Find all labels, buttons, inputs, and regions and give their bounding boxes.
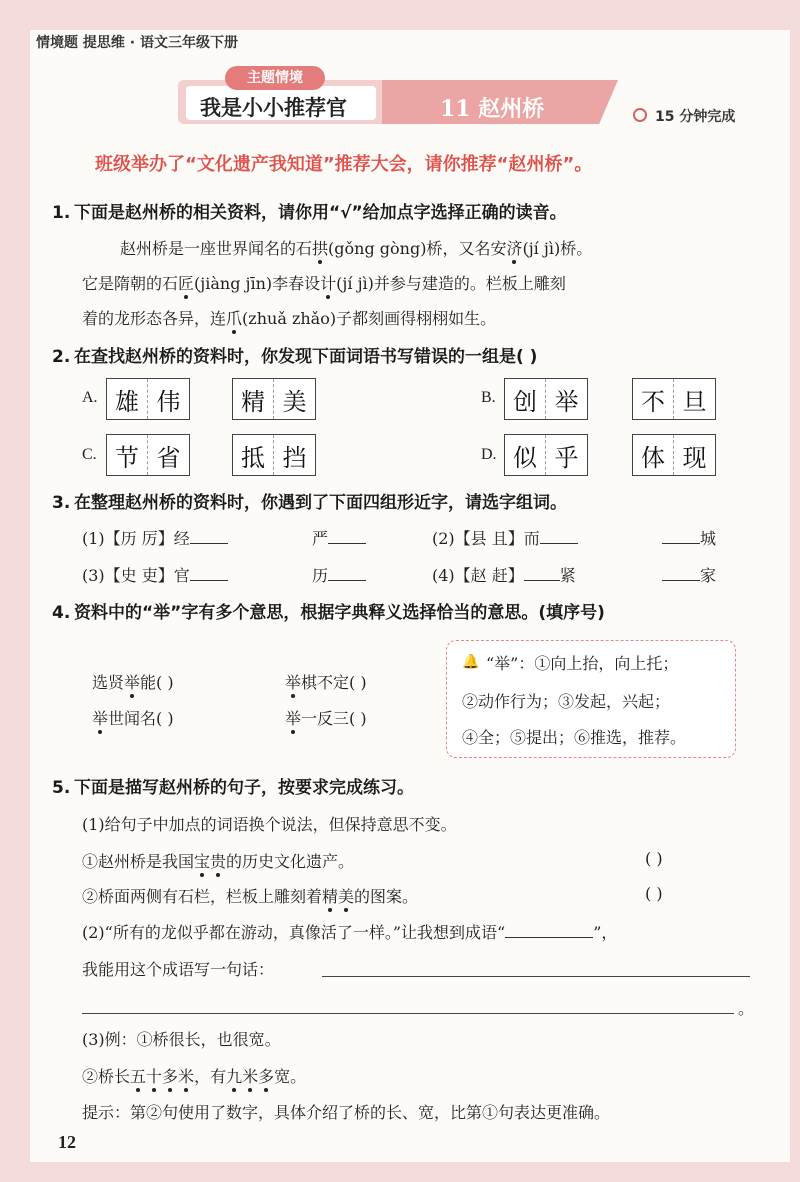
q3-row-2b	[312, 563, 366, 586]
option-c-word-2	[232, 434, 316, 476]
char-cell: 省	[156, 443, 181, 472]
char-cell: 体	[633, 435, 674, 475]
q5-part-2	[82, 920, 617, 943]
char-cell: 挡	[282, 443, 307, 472]
dotted-char: 五	[130, 1067, 147, 1086]
word-group: 历	[312, 566, 329, 585]
word-group: 严	[312, 529, 329, 548]
question-stem: 下面是描写赵州桥的句子，按要求完成练习。	[74, 778, 414, 798]
dotted-char: 十	[146, 1067, 163, 1086]
option-d-label[interactable]: D.	[481, 446, 497, 463]
answer-blank[interactable]	[190, 566, 228, 581]
dotted-char: 济	[506, 239, 523, 258]
end-mark: 。	[738, 999, 755, 1018]
intro-text: 班级举办了“文化遗产我知道”推荐大会，请你推荐“赵州桥”。	[95, 154, 593, 175]
pinyin-choice[interactable]: (jí jì)并参与建造的。栏板上雕刻	[336, 274, 566, 293]
char-cell: 现	[682, 443, 707, 472]
q5-example-2	[82, 1064, 306, 1087]
question-2	[52, 342, 537, 367]
pinyin-choice[interactable]: (zhuǎ zhǎo)子都刻画得栩栩如生。	[242, 309, 497, 328]
dotted-char: 精	[322, 887, 339, 906]
option-b-word-2	[632, 378, 716, 420]
option-a-word-1	[106, 378, 190, 420]
word-group: (3)【史 吏】官	[82, 566, 190, 585]
sentence-text: (2)“所有的龙似乎都在游动，真像活了一样。”让我想到成语“	[82, 923, 506, 942]
option-c-label[interactable]: C.	[82, 446, 97, 463]
dotted-char: 米	[242, 1067, 259, 1086]
theme-tag: 主题情境	[225, 66, 325, 90]
clock-icon	[633, 108, 647, 122]
writing-line-1[interactable]	[322, 976, 750, 977]
q4-item-4	[285, 706, 367, 729]
question-number: 4.	[52, 603, 71, 623]
passage-text: 着的龙形态各异，连	[82, 309, 227, 328]
question-3	[52, 488, 567, 513]
char-cell: 节	[107, 435, 148, 475]
option-b-word-1	[504, 378, 588, 420]
question-stem: 资料中的“举”字有多个意思，根据字典释义选择恰当的意思。(填序号)	[74, 603, 605, 623]
dotted-char: 计	[320, 274, 337, 293]
lesson-title: 11 赵州桥	[440, 96, 545, 122]
question-5	[52, 773, 414, 798]
question-stem: 下面是赵州桥的相关资料，请你用“√”给加点字选择正确的读音。	[74, 203, 567, 223]
dotted-char: 举	[124, 673, 141, 692]
dotted-char: 匠	[178, 274, 195, 293]
word-group: 紧	[559, 566, 576, 585]
q4-item-1	[92, 670, 174, 693]
dotted-char: 举	[285, 673, 302, 692]
word-group: 家	[700, 566, 717, 585]
dotted-char: 举	[92, 709, 109, 728]
writing-line-2[interactable]	[82, 1013, 734, 1014]
char-cell: 举	[554, 387, 579, 416]
question-stem: 在查找赵州桥的资料时，你发现下面词语书写错误的一组是( )	[74, 347, 538, 367]
sentence-text: ，有	[194, 1067, 227, 1086]
answer-blank[interactable]	[328, 529, 366, 544]
dotted-char: 美	[338, 887, 355, 906]
answer-blank[interactable]	[328, 566, 366, 581]
q3-row-1b	[312, 526, 366, 549]
answer-paren-2[interactable]: ( )	[645, 884, 663, 903]
sentence-text: ②桥长	[82, 1067, 131, 1086]
word-group: 城	[700, 529, 717, 548]
sentence-text: 宽。	[274, 1067, 307, 1086]
char-cell: 似	[505, 435, 546, 475]
dotted-char: 多	[162, 1067, 179, 1086]
sentence-text: ①赵州桥是我国	[82, 852, 195, 871]
q3-row-1d	[662, 526, 716, 549]
theme-title: 我是小小推荐官	[200, 96, 347, 120]
option-d-word-2	[632, 434, 716, 476]
q5-part-1: (1)给句子中加点的词语换个说法，但保持意思不变。	[82, 815, 457, 834]
answer-blank[interactable]	[190, 529, 228, 544]
dotted-char: 拱	[312, 239, 329, 258]
answer-paren[interactable]: 能( )	[140, 673, 174, 692]
pinyin-choice[interactable]: (gǒng gòng)桥，又名安	[328, 239, 507, 258]
char-cell: 不	[633, 379, 674, 419]
option-a-label[interactable]: A.	[82, 389, 98, 406]
question-number: 5.	[52, 778, 71, 798]
question-4	[52, 598, 605, 623]
dotted-char: 爪	[226, 309, 243, 328]
char-cell: 伟	[156, 387, 181, 416]
answer-paren-1[interactable]: ( )	[645, 849, 663, 868]
question-number: 1.	[52, 203, 71, 223]
q4-item-3	[92, 706, 174, 729]
passage-text: 它是隋朝的石	[82, 274, 179, 293]
q4-item-2	[285, 670, 367, 693]
passage-line-1	[120, 236, 592, 259]
bell-icon: 🔔	[462, 654, 480, 670]
char-cell: 精	[233, 379, 274, 419]
sentence-text: 的历史文化遗产。	[226, 852, 355, 871]
item-text: 选贤	[92, 673, 125, 692]
char-cell: 创	[505, 379, 546, 419]
idiom-blank[interactable]	[505, 923, 593, 938]
char-cell: 抵	[233, 435, 274, 475]
option-d-word-1	[504, 434, 588, 476]
question-number: 3.	[52, 493, 71, 513]
answer-paren[interactable]: 世闻名( )	[108, 709, 174, 728]
sentence-text: ”，	[593, 923, 618, 942]
question-1	[52, 198, 567, 223]
option-c-word-1	[106, 434, 190, 476]
sentence-text: ②桥面两侧有石栏，栏板上雕刻着	[82, 887, 323, 906]
definition-line-2: ②动作行为；③发起，兴起；	[462, 692, 671, 711]
sentence-text: 的图案。	[354, 887, 419, 906]
q3-row-2d	[662, 563, 716, 586]
q5-write-prompt: 我能用这个成语写一句话：	[82, 960, 275, 979]
answer-blank[interactable]	[662, 529, 700, 544]
char-cell: 雄	[107, 379, 148, 419]
q5-part-3: (3)例：①桥很长，也很宽。	[82, 1030, 281, 1049]
answer-paren[interactable]: 棋不定( )	[301, 673, 367, 692]
question-number: 2.	[52, 347, 71, 367]
dotted-char: 米	[178, 1067, 195, 1086]
time-limit: 15 分钟完成	[655, 109, 736, 125]
dotted-char: 多	[258, 1067, 275, 1086]
char-cell: 美	[282, 387, 307, 416]
dotted-char: 贵	[210, 852, 227, 871]
answer-blank[interactable]	[540, 529, 578, 544]
passage-text: 赵州桥是一座世界闻名的石	[120, 239, 313, 258]
word-group: (4)【赵 赶】	[432, 566, 524, 585]
q5-tip: 提示：第②句使用了数字，具体介绍了桥的长、宽，比第①句表达更准确。	[82, 1103, 611, 1122]
q3-row-1a	[82, 526, 228, 549]
definition-line-3: ④全；⑤提出；⑥推选，推荐。	[462, 728, 687, 747]
series-title: 情境题 提思维 · 语文三年级下册	[36, 35, 238, 51]
pinyin-choice[interactable]: (jí jì)桥。	[522, 239, 593, 258]
question-stem: 在整理赵州桥的资料时，你遇到了下面四组形近字，请选字组词。	[74, 493, 567, 513]
option-a-word-2	[232, 378, 316, 420]
dotted-char: 九	[226, 1067, 243, 1086]
char-cell: 乎	[554, 443, 579, 472]
definition-line-1: “举”：①向上抬，向上托；	[486, 654, 679, 673]
char-cell: 旦	[682, 387, 707, 416]
word-group: (2)【县 且】而	[432, 529, 540, 548]
dotted-char: 宝	[194, 852, 211, 871]
page-number: 12	[58, 1132, 76, 1152]
q5-sentence-2	[82, 884, 418, 907]
word-group: (1)【历 厉】经	[82, 529, 190, 548]
option-b-label[interactable]: B.	[481, 389, 496, 406]
q3-row-2a	[82, 563, 228, 586]
dotted-char: 举	[285, 709, 302, 728]
pinyin-choice[interactable]: (jiàng jīn)李春设	[194, 274, 321, 293]
passage-line-2	[82, 271, 566, 294]
q5-sentence-1	[82, 849, 354, 872]
passage-line-3	[82, 306, 496, 329]
q3-row-2c	[432, 563, 576, 586]
q3-row-1c	[432, 526, 578, 549]
answer-blank[interactable]	[662, 566, 700, 581]
answer-blank[interactable]	[524, 566, 560, 581]
answer-paren[interactable]: 一反三( )	[301, 709, 367, 728]
